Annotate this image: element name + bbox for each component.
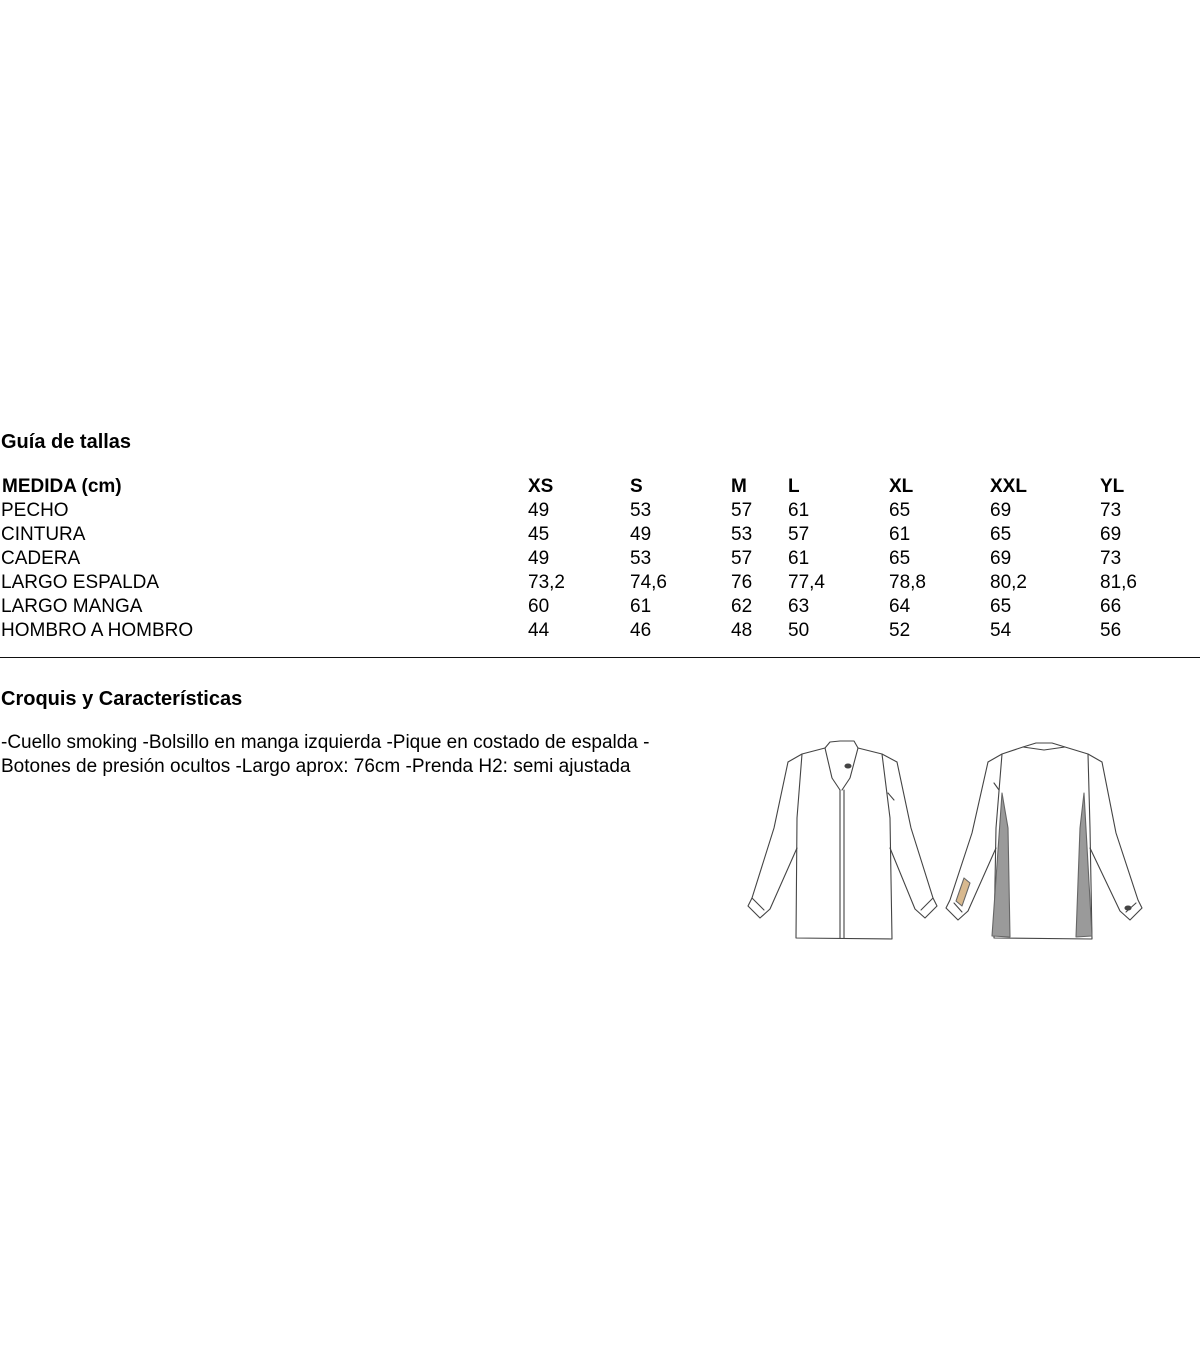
table-cell: 45 <box>528 524 550 545</box>
header-cell: YL <box>1100 476 1125 497</box>
table-row <box>0 595 1200 619</box>
table-cell: 49 <box>630 524 652 545</box>
table-row <box>0 523 1200 547</box>
table-cell: 73 <box>1100 548 1122 569</box>
table-cell: 77,4 <box>788 572 825 593</box>
description-line: -Cuello smoking -Bolsillo en manga izquierda -Pique en costado de espalda - <box>1 732 650 753</box>
table-cell: 69 <box>990 548 1012 569</box>
table-cell: 62 <box>731 596 753 617</box>
table-row <box>0 619 1200 643</box>
table-cell: 69 <box>1100 524 1122 545</box>
table-cell: 49 <box>528 500 550 521</box>
table-cell: 57 <box>731 500 753 521</box>
table-cell: 63 <box>788 596 810 617</box>
table-cell: 73,2 <box>528 572 565 593</box>
header-cell: XL <box>889 476 914 497</box>
table-cell: 65 <box>990 524 1012 545</box>
table-cell: 44 <box>528 620 550 641</box>
table-cell: 74,6 <box>630 572 667 593</box>
table-cell: 49 <box>528 548 550 569</box>
header-cell: MEDIDA (cm) <box>2 476 122 497</box>
header-cell: S <box>630 476 643 497</box>
measure-label: CADERA <box>1 548 81 569</box>
table-cell: 46 <box>630 620 652 641</box>
table-cell: 65 <box>990 596 1012 617</box>
size-table <box>0 475 1200 643</box>
table-cell: 61 <box>788 548 810 569</box>
measure-label: CINTURA <box>1 524 86 545</box>
jacket-sketch <box>740 738 1145 948</box>
jacket-front-illustration <box>748 741 937 939</box>
header-cell: M <box>731 476 747 497</box>
table-cell: 61 <box>889 524 911 545</box>
measure-label: HOMBRO A HOMBRO <box>1 620 194 641</box>
table-cell: 48 <box>731 620 753 641</box>
table-cell: 60 <box>528 596 550 617</box>
table-cell: 56 <box>1100 620 1122 641</box>
table-row <box>0 571 1200 595</box>
measure-label: LARGO ESPALDA <box>1 572 160 593</box>
table-cell: 54 <box>990 620 1012 641</box>
table-cell: 53 <box>731 524 753 545</box>
table-cell: 61 <box>788 500 810 521</box>
table-cell: 61 <box>630 596 652 617</box>
table-cell: 64 <box>889 596 911 617</box>
measure-label: PECHO <box>1 500 69 521</box>
table-cell: 57 <box>788 524 810 545</box>
features-description <box>1 731 701 779</box>
table-cell: 76 <box>731 572 753 593</box>
jacket-back-illustration <box>946 743 1142 939</box>
header-cell: XS <box>528 476 554 497</box>
table-cell: 69 <box>990 500 1012 521</box>
section-divider <box>0 657 1200 658</box>
table-cell: 80,2 <box>990 572 1027 593</box>
table-cell: 66 <box>1100 596 1122 617</box>
table-row <box>0 547 1200 571</box>
table-row <box>0 499 1200 523</box>
header-cell: XXL <box>990 476 1027 497</box>
table-cell: 53 <box>630 500 652 521</box>
table-cell: 50 <box>788 620 810 641</box>
header-cell: L <box>788 476 800 497</box>
measure-label: LARGO MANGA <box>1 596 143 617</box>
table-cell: 78,8 <box>889 572 926 593</box>
table-cell: 65 <box>889 548 911 569</box>
table-cell: 81,6 <box>1100 572 1137 593</box>
features-title: Croquis y Características <box>1 688 243 710</box>
table-cell: 52 <box>889 620 911 641</box>
description-line: Botones de presión ocultos -Largo aprox: 76cm -Prenda H2: semi ajustada <box>1 756 631 777</box>
size-table-header <box>0 475 1200 499</box>
table-cell: 53 <box>630 548 652 569</box>
size-guide-title: Guía de tallas <box>1 431 132 453</box>
table-cell: 57 <box>731 548 753 569</box>
table-cell: 65 <box>889 500 911 521</box>
table-cell: 73 <box>1100 500 1122 521</box>
